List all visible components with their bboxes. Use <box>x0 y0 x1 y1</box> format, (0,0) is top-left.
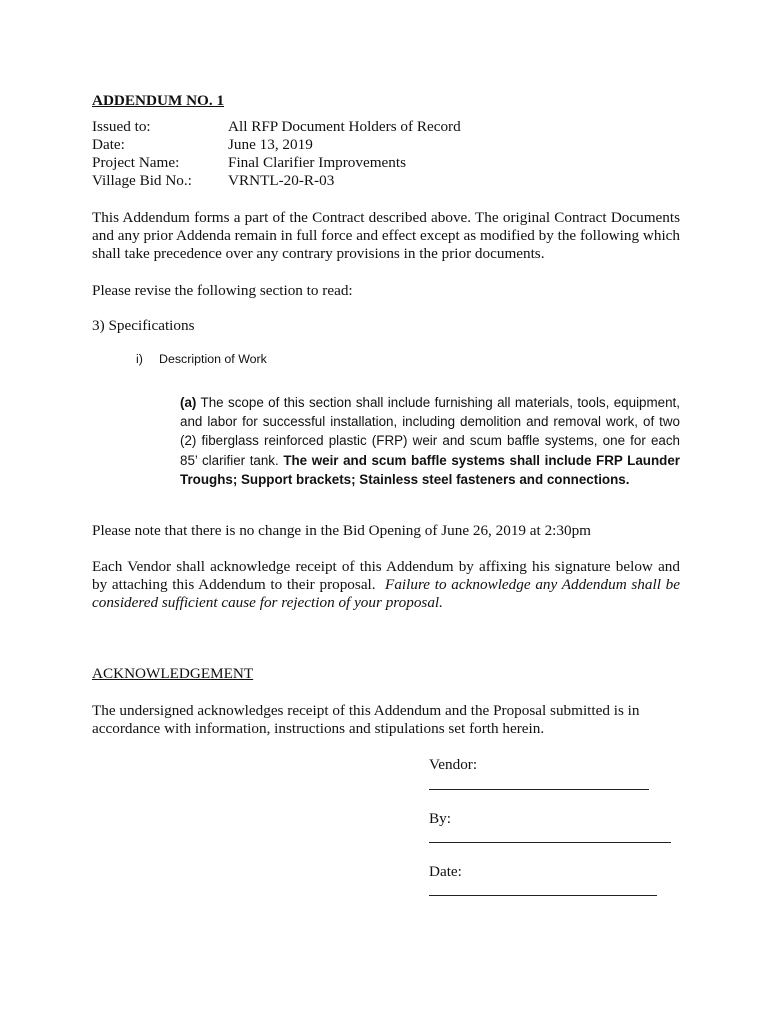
vendor-label: Vendor: <box>429 756 478 773</box>
acknowledgement-text: The undersigned acknowledges receipt of this Addendum and the Proposal submitted is in accordance with information, instructions and stipulations set forth herein. <box>92 702 640 737</box>
acknowledgement-heading: ACKNOWLEDGEMENT <box>92 665 254 682</box>
meta-label: Project Name: <box>92 154 180 171</box>
meta-label: Village Bid No.: <box>92 172 192 189</box>
scope-bold-text: The weir and scum baffle systems shall include FRP Launder Troughs; Support brackets; Stainless steel fasteners and connections. <box>180 452 680 487</box>
vendor-signature-line[interactable] <box>429 789 649 790</box>
vendor-signature-field <box>429 756 649 790</box>
by-label: By: <box>429 810 451 827</box>
meta-value: June 13, 2019 <box>228 136 313 153</box>
scope-tag: (a) <box>180 395 197 410</box>
meta-row-bid-no <box>92 172 461 190</box>
addendum-meta <box>92 118 461 190</box>
meta-row-issued-to <box>92 118 461 136</box>
subsection-heading <box>136 352 267 366</box>
meta-value: Final Clarifier Improvements <box>228 154 406 171</box>
vendor-instruction-warning: Failure to acknowledge any Addendum shall be considered sufficient cause for rejection of your proposal. <box>92 576 680 611</box>
meta-value: All RFP Document Holders of Record <box>228 118 461 135</box>
by-signature-line[interactable] <box>429 842 671 843</box>
scope-paragraph <box>180 393 680 489</box>
by-signature-field <box>429 810 671 843</box>
bid-opening-note: Please note that there is no change in the Bid Opening of June 26, 2019 at 2:30pm <box>92 522 591 539</box>
intro-paragraph: This Addendum forms a part of the Contract described above. The original Contract Documents and any prior Addenda remain in full force and effect except as modified by the following which shall take precedence over any contrary provisions in the prior documents. <box>92 209 680 262</box>
date-signature-field <box>429 863 657 896</box>
vendor-instruction <box>92 558 680 612</box>
section-heading: 3) Specifications <box>92 317 195 334</box>
subsection-number: i) <box>136 352 143 366</box>
meta-label: Issued to: <box>92 118 151 135</box>
date-label: Date: <box>429 863 462 880</box>
subsection-title: Description of Work <box>159 352 267 366</box>
date-signature-line[interactable] <box>429 895 657 896</box>
meta-row-project-name <box>92 154 461 172</box>
meta-value: VRNTL-20-R-03 <box>228 172 335 189</box>
meta-row-date <box>92 136 461 154</box>
meta-label: Date: <box>92 136 125 153</box>
document-title: ADDENDUM NO. 1 <box>92 92 225 109</box>
scope-text: The scope of this section shall include furnishing all materials, tools, equipment, and labor for successful installation, including demolition and removal work, of two (2) fiberglass reinforced plastic (FRP) weir and scum baffle systems, one for each 85’ clarifier tank. <box>180 395 680 468</box>
revise-instruction: Please revise the following section to read: <box>92 282 353 299</box>
vendor-instruction-text: Each Vendor shall acknowledge receipt of this Addendum by affixing his signature below and by attaching this Addendum to their proposal. <box>92 558 680 593</box>
